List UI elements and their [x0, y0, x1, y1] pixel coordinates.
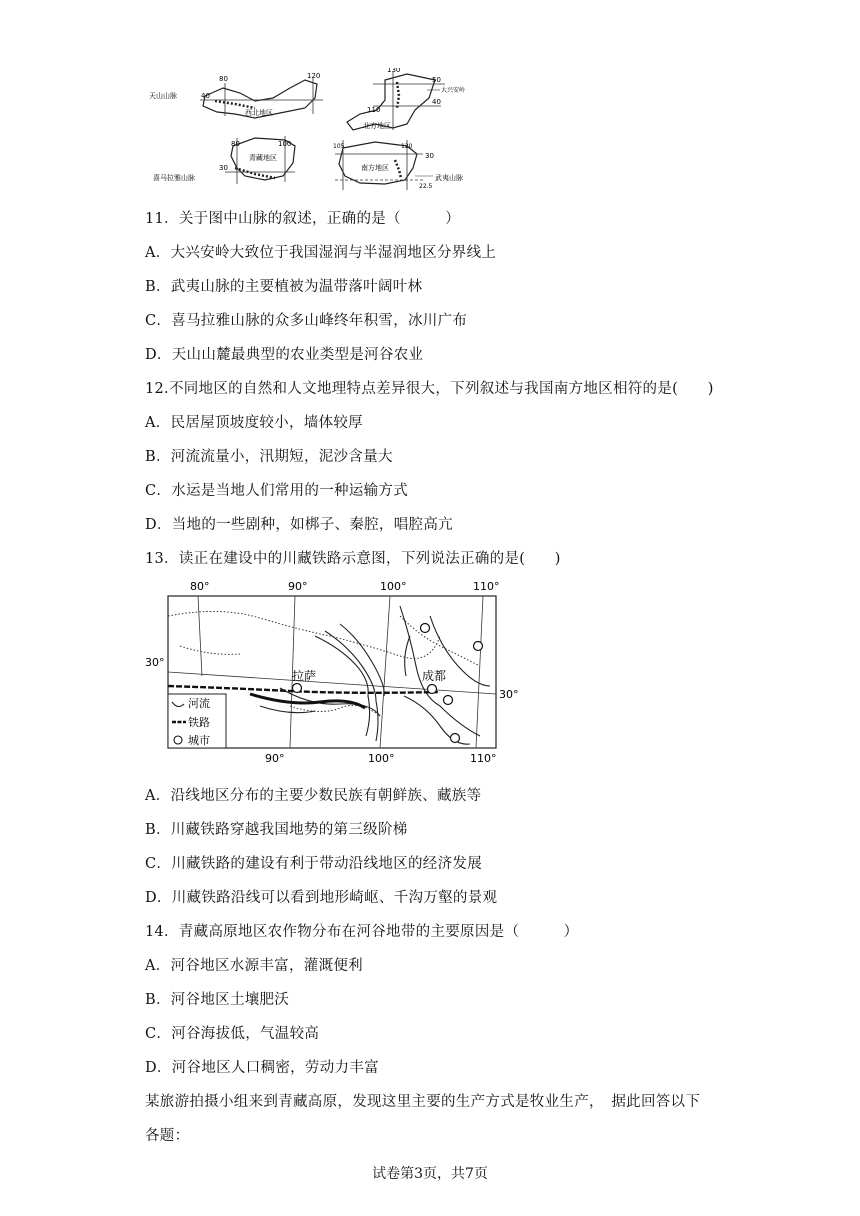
regions-figure	[145, 68, 490, 193]
map-lon-top-80: 80°	[190, 580, 210, 593]
map-lon-bottom-90: 90°	[265, 752, 285, 765]
qz-mountain: 喜马拉雅山脉	[153, 174, 195, 182]
map-lon-top-110: 110°	[473, 580, 500, 593]
q12-option-c: C．水运是当地人们常用的一种运输方式	[145, 483, 408, 499]
nw-lon2: 120	[307, 72, 321, 80]
passage-line-1: 某旅游拍摄小组来到青藏高原，发现这里主要的生产方式是牧业生产， 据此回答以下	[145, 1094, 701, 1110]
nw-mountain: 天山山脉	[149, 92, 177, 100]
qz-lat: 30	[219, 164, 228, 172]
q14-option-a: A．河谷地区水源丰富，灌溉便利	[145, 958, 363, 974]
legend-city: 城市	[188, 734, 210, 747]
south-lon2: 120	[401, 143, 413, 150]
legend-river: 河流	[188, 697, 210, 710]
qz-lon1: 80	[231, 140, 240, 148]
city-marker	[474, 642, 483, 651]
south-region-map	[333, 140, 463, 190]
q14-option-c: C．河谷海拔低，气温较高	[145, 1026, 320, 1042]
qz-lon2: 100	[278, 140, 292, 148]
q14-option-b: B．河谷地区土壤肥沃	[145, 992, 290, 1008]
north-lon1: 130	[387, 68, 401, 74]
north-label: 北方地区	[363, 122, 391, 130]
qingzang-region-map	[153, 136, 295, 184]
city-chengdu-label: 成都	[422, 669, 447, 683]
q12-option-a: A．民居屋顶坡度较小，墙体较厚	[145, 415, 363, 431]
north-lon2: 110	[367, 106, 381, 114]
city-marker	[444, 696, 453, 705]
q12-option-d: D．当地的一些剧种，如梆子、秦腔，唱腔高亢	[145, 517, 453, 533]
q11-option-c: C．喜马拉雅山脉的众多山峰终年积雪，冰川广布	[145, 313, 468, 329]
south-lat2: 22.5	[419, 183, 433, 190]
map-lon-bottom-100: 100°	[368, 752, 395, 765]
page-footer: 试卷第3页，共7页	[372, 1166, 488, 1182]
city-lhasa-marker	[293, 684, 302, 693]
q11-option-d: D．天山山麓最典型的农业类型是河谷农业	[145, 347, 424, 363]
map-lon-bottom-110: 110°	[470, 752, 497, 765]
south-label: 南方地区	[361, 164, 389, 172]
q11-option-a: A．大兴安岭大致位于我国湿润与半湿润地区分界线上	[145, 245, 497, 261]
passage-line-2: 各题：	[145, 1128, 190, 1144]
city-lhasa-label: 拉萨	[292, 669, 317, 683]
q14-option-d: D．河谷地区人口稠密，劳动力丰富	[145, 1060, 379, 1076]
south-lon1: 105	[333, 143, 345, 150]
legend-railway: 铁路	[188, 716, 210, 729]
q11-option-b: B．武夷山脉的主要植被为温带落叶阔叶林	[145, 279, 423, 295]
q14-stem: 14．青藏高原地区农作物分布在河谷地带的主要原因是（ ）	[145, 924, 579, 940]
nw-lon1: 80	[219, 75, 228, 83]
q13-option-b: B．川藏铁路穿越我国地势的第三级阶梯	[145, 822, 408, 838]
north-lat2: 40	[432, 98, 441, 106]
q13-option-a: A．沿线地区分布的主要少数民族有朝鲜族、藏族等	[145, 788, 482, 804]
map-lon-top-90: 90°	[288, 580, 308, 593]
q11-stem: 11．关于图中山脉的叙述，正确的是（ ）	[145, 211, 461, 227]
map-legend	[168, 694, 226, 748]
nw-lat: 40	[201, 92, 210, 100]
south-mountain: 武夷山脉	[435, 174, 463, 182]
q13-option-d: D．川藏铁路沿线可以看到地形崎岖、千沟万壑的景观	[145, 890, 498, 906]
city-marker	[451, 734, 460, 743]
south-lat1: 30	[425, 152, 434, 160]
qz-label: 青藏地区	[249, 154, 277, 162]
map-lat-right: 30°	[499, 688, 519, 701]
northwest-region-map	[149, 72, 323, 118]
q13-option-c: C．川藏铁路的建设有利于带动沿线地区的经济发展	[145, 856, 482, 872]
north-region-map	[347, 68, 465, 130]
north-mountain: 大兴安岭	[441, 87, 466, 94]
nw-label: 西北地区	[245, 109, 273, 117]
north-lat: 50	[432, 76, 441, 84]
map-lon-top-100: 100°	[380, 580, 407, 593]
city-marker	[421, 624, 430, 633]
q12-option-b: B．河流流量小，汛期短，泥沙含量大	[145, 449, 393, 465]
city-chengdu-marker	[428, 685, 437, 694]
sichuan-tibet-railway-map	[140, 576, 530, 768]
q12-stem: 12.不同地区的自然和人文地理特点差异很大，下列叙述与我国南方地区相符的是( )	[145, 381, 714, 397]
q13-stem: 13．读正在建设中的川藏铁路示意图，下列说法正确的是( )	[145, 551, 561, 567]
map-lat-left: 30°	[145, 656, 165, 669]
